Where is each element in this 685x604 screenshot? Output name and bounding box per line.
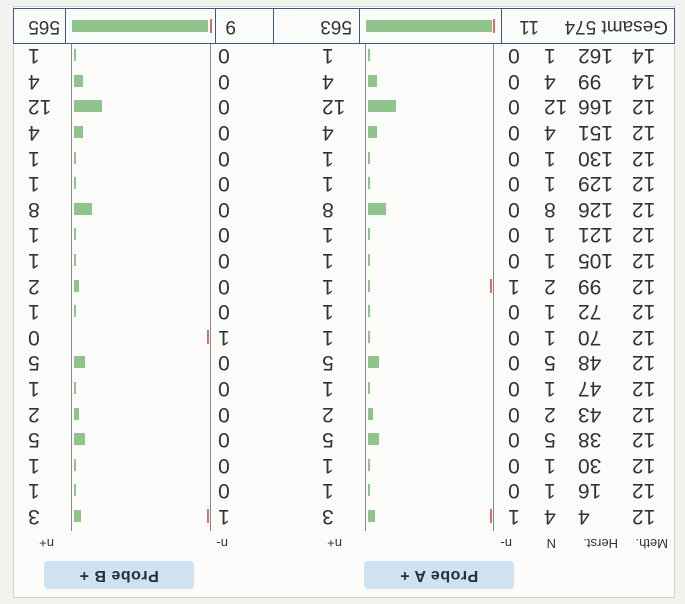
probe-b-bar xyxy=(74,75,83,87)
row-meth: 12 xyxy=(632,197,656,221)
row-b-plus: 12 xyxy=(28,95,52,119)
probe-b-bar xyxy=(74,459,76,471)
probe-b-bar xyxy=(74,152,76,164)
row-b-minus: 0 xyxy=(218,44,230,68)
row-meth: 12 xyxy=(632,325,656,349)
row-b-plus: 8 xyxy=(28,197,40,221)
probe-a-bar xyxy=(368,510,375,522)
row-a-plus: 1 xyxy=(322,325,334,349)
probe-a-bar xyxy=(368,484,370,496)
col-a-minus: n- xyxy=(500,536,512,551)
probe-b-bar xyxy=(74,356,86,368)
row-a-minus: 0 xyxy=(508,69,520,93)
row-a-minus: 0 xyxy=(508,146,520,170)
total-divider xyxy=(501,9,502,43)
row-b-minus: 0 xyxy=(218,197,230,221)
row-meth: 12 xyxy=(632,377,656,400)
row-herst: 43 xyxy=(578,402,602,426)
row-a-minus: 0 xyxy=(508,121,520,144)
row-a-minus: 0 xyxy=(508,300,520,324)
row-a-minus: 0 xyxy=(508,197,520,221)
probe-b-bar xyxy=(74,228,76,240)
row-b-minus: 0 xyxy=(218,146,230,170)
probe-b-bar xyxy=(74,100,102,112)
row-meth: 12 xyxy=(632,249,656,272)
row-b-minus: 0 xyxy=(218,479,230,503)
row-a-minus: 0 xyxy=(508,44,520,68)
probe-a-bar xyxy=(368,254,370,266)
row-b-minus: 0 xyxy=(218,223,230,247)
probe-a-axis-minus xyxy=(493,43,494,531)
row-a-plus: 8 xyxy=(322,197,334,221)
row-a-plus: 1 xyxy=(322,377,334,400)
row-meth: 12 xyxy=(632,274,656,298)
row-herst: 151 xyxy=(578,121,614,144)
row-herst: 130 xyxy=(578,146,614,170)
row-b-minus: 0 xyxy=(218,351,230,375)
row-b-minus: 0 xyxy=(218,300,230,324)
probe-a-header[interactable]: Probe A + xyxy=(364,561,514,589)
total-divider xyxy=(273,9,274,43)
row-n: 8 xyxy=(544,197,556,221)
total-b-minus: 9 xyxy=(225,16,236,37)
total-a-plus: 563 xyxy=(320,16,352,37)
row-b-plus: 1 xyxy=(28,44,40,68)
row-b-plus: 3 xyxy=(28,505,40,528)
row-a-minus: 0 xyxy=(508,479,520,503)
col-a-plus: n+ xyxy=(327,536,342,551)
total-label: Gesamt 574 xyxy=(564,16,668,37)
row-a-plus: 1 xyxy=(322,249,334,272)
total-divider xyxy=(65,9,66,43)
row-herst: 126 xyxy=(578,197,614,221)
row-herst: 162 xyxy=(578,44,614,68)
probe-b-bar xyxy=(74,49,76,61)
probe-b-bar xyxy=(74,254,76,266)
row-b-minus: 0 xyxy=(218,172,230,196)
col-b-plus: n+ xyxy=(39,536,54,551)
probe-a-bar xyxy=(368,382,370,394)
row-meth: 12 xyxy=(632,453,656,477)
row-a-plus: 1 xyxy=(322,274,334,298)
probe-a-red-marker xyxy=(490,509,492,523)
row-b-minus: 0 xyxy=(218,95,230,119)
row-b-plus: 1 xyxy=(28,223,40,247)
row-b-plus: 5 xyxy=(28,428,40,452)
probe-a-bar xyxy=(368,433,380,445)
col-meth: Meth. xyxy=(635,536,668,551)
row-a-plus: 5 xyxy=(322,428,334,452)
row-n: 4 xyxy=(544,121,556,144)
row-b-minus: 0 xyxy=(218,274,230,298)
row-meth: 12 xyxy=(632,505,656,528)
probe-a-bar xyxy=(368,408,373,420)
row-n: 2 xyxy=(544,274,556,298)
row-n: 1 xyxy=(544,223,556,247)
row-meth: 12 xyxy=(632,402,656,426)
row-n: 4 xyxy=(544,69,556,93)
row-a-plus: 3 xyxy=(322,505,334,528)
row-meth: 12 xyxy=(632,428,656,452)
row-herst: 105 xyxy=(578,249,614,272)
row-a-minus: 0 xyxy=(508,223,520,247)
row-a-plus: 4 xyxy=(322,69,334,93)
row-b-plus: 4 xyxy=(28,69,40,93)
row-meth: 14 xyxy=(632,44,656,68)
row-b-minus: 0 xyxy=(218,377,230,400)
row-n: 2 xyxy=(544,402,556,426)
total-a-red-marker xyxy=(493,19,495,33)
row-a-plus: 1 xyxy=(322,223,334,247)
row-b-plus: 4 xyxy=(28,121,40,144)
row-a-plus: 5 xyxy=(322,351,334,375)
row-a-plus: 1 xyxy=(322,300,334,324)
probe-b-bar xyxy=(74,126,83,138)
row-a-minus: 0 xyxy=(508,351,520,375)
row-a-minus: 0 xyxy=(508,325,520,349)
row-n: 1 xyxy=(544,453,556,477)
row-herst: 38 xyxy=(578,428,602,452)
row-meth: 12 xyxy=(632,172,656,196)
probe-b-axis-plus xyxy=(71,43,72,531)
row-b-plus: 1 xyxy=(28,249,40,272)
row-b-minus: 1 xyxy=(218,325,230,349)
probe-b-bar xyxy=(74,177,76,189)
probe-a-bar xyxy=(368,459,370,471)
probe-b-bar xyxy=(74,408,79,420)
probe-b-bar xyxy=(74,280,79,292)
total-row xyxy=(13,8,675,44)
row-n: 1 xyxy=(544,44,556,68)
row-a-plus: 2 xyxy=(322,402,334,426)
row-b-plus: 1 xyxy=(28,300,40,324)
row-b-plus: 1 xyxy=(28,146,40,170)
total-a-bar xyxy=(366,20,492,32)
row-n: 1 xyxy=(544,146,556,170)
total-b-plus: 565 xyxy=(28,16,60,37)
probe-a-bar xyxy=(368,228,370,240)
row-meth: 12 xyxy=(632,351,656,375)
row-herst: 99 xyxy=(578,69,602,93)
row-meth: 12 xyxy=(632,223,656,247)
row-b-plus: 1 xyxy=(28,377,40,400)
probe-a-bar xyxy=(368,305,370,317)
probe-b-header[interactable]: Probe B + xyxy=(44,561,194,589)
row-a-minus: 1 xyxy=(508,274,520,298)
row-a-minus: 0 xyxy=(508,172,520,196)
row-a-plus: 1 xyxy=(322,172,334,196)
row-herst: 70 xyxy=(578,325,602,349)
row-a-plus: 1 xyxy=(322,146,334,170)
row-n: 1 xyxy=(544,325,556,349)
row-b-minus: 0 xyxy=(218,69,230,93)
row-a-plus: 4 xyxy=(322,121,334,144)
row-b-plus: 2 xyxy=(28,274,40,298)
probe-a-bar xyxy=(368,356,380,368)
row-b-plus: 1 xyxy=(28,453,40,477)
row-a-plus: 12 xyxy=(322,95,346,119)
probe-b-red-marker xyxy=(207,330,209,344)
row-meth: 12 xyxy=(632,300,656,324)
row-n: 1 xyxy=(544,249,556,272)
results-table xyxy=(13,6,675,598)
row-herst: 30 xyxy=(578,453,602,477)
total-divider xyxy=(359,9,360,43)
row-n: 4 xyxy=(544,505,556,528)
row-n: 1 xyxy=(544,300,556,324)
row-n: 1 xyxy=(544,479,556,503)
row-a-minus: 0 xyxy=(508,95,520,119)
probe-a-bar xyxy=(368,152,370,164)
probe-a-bar xyxy=(368,203,386,215)
probe-b-red-marker xyxy=(207,509,209,523)
probe-a-bar xyxy=(368,331,370,343)
row-n: 1 xyxy=(544,377,556,400)
probe-b-bar xyxy=(74,203,92,215)
total-b-bar xyxy=(72,20,208,32)
probe-a-axis-plus xyxy=(365,43,366,531)
row-b-minus: 0 xyxy=(218,453,230,477)
row-a-plus: 1 xyxy=(322,479,334,503)
row-b-plus: 5 xyxy=(28,351,40,375)
row-herst: 47 xyxy=(578,377,602,400)
probe-a-bar xyxy=(368,100,396,112)
row-a-minus: 0 xyxy=(508,402,520,426)
total-divider xyxy=(215,9,216,43)
row-meth: 12 xyxy=(632,479,656,503)
col-n: N xyxy=(546,536,556,551)
probe-a-bar xyxy=(368,177,370,189)
row-a-plus: 1 xyxy=(322,453,334,477)
row-b-minus: 0 xyxy=(218,121,230,144)
row-meth: 12 xyxy=(632,121,656,144)
probe-b-bar xyxy=(74,382,76,394)
row-b-plus: 1 xyxy=(28,172,40,196)
row-n: 1 xyxy=(544,172,556,196)
row-meth: 12 xyxy=(632,95,656,119)
row-herst: 72 xyxy=(578,300,602,324)
probe-a-bar xyxy=(368,126,377,138)
row-a-minus: 0 xyxy=(508,249,520,272)
row-b-minus: 0 xyxy=(218,428,230,452)
row-n: 12 xyxy=(544,95,568,119)
row-b-minus: 0 xyxy=(218,249,230,272)
total-b-red-marker xyxy=(210,19,212,33)
row-b-plus: 0 xyxy=(28,325,40,349)
row-b-minus: 0 xyxy=(218,402,230,426)
probe-a-bar xyxy=(368,280,370,292)
col-herst: Herst. xyxy=(583,536,618,551)
row-herst: 121 xyxy=(578,223,614,247)
row-a-minus: 0 xyxy=(508,377,520,400)
row-b-plus: 1 xyxy=(28,479,40,503)
row-a-plus: 1 xyxy=(322,44,334,68)
row-meth: 12 xyxy=(632,146,656,170)
probe-a-bar xyxy=(368,75,377,87)
row-herst: 48 xyxy=(578,351,602,375)
row-n: 5 xyxy=(544,351,556,375)
row-herst: 4 xyxy=(578,505,590,528)
probe-b-bar xyxy=(74,305,76,317)
probe-b-bar xyxy=(74,484,76,496)
row-b-plus: 2 xyxy=(28,402,40,426)
probe-b-bar xyxy=(74,510,81,522)
row-a-minus: 1 xyxy=(508,505,520,528)
row-herst: 129 xyxy=(578,172,614,196)
probe-a-bar xyxy=(368,49,370,61)
row-a-minus: 0 xyxy=(508,428,520,452)
row-herst: 166 xyxy=(578,95,614,119)
row-a-minus: 0 xyxy=(508,453,520,477)
probe-a-red-marker xyxy=(490,279,492,293)
row-meth: 14 xyxy=(632,69,656,93)
total-a-minus: 11 xyxy=(519,16,539,37)
row-herst: 99 xyxy=(578,274,602,298)
row-n: 5 xyxy=(544,428,556,452)
probe-b-axis-minus xyxy=(210,43,211,531)
probe-b-bar xyxy=(74,433,86,445)
row-b-minus: 1 xyxy=(218,505,230,528)
row-herst: 16 xyxy=(578,479,602,503)
col-b-minus: n- xyxy=(216,536,228,551)
